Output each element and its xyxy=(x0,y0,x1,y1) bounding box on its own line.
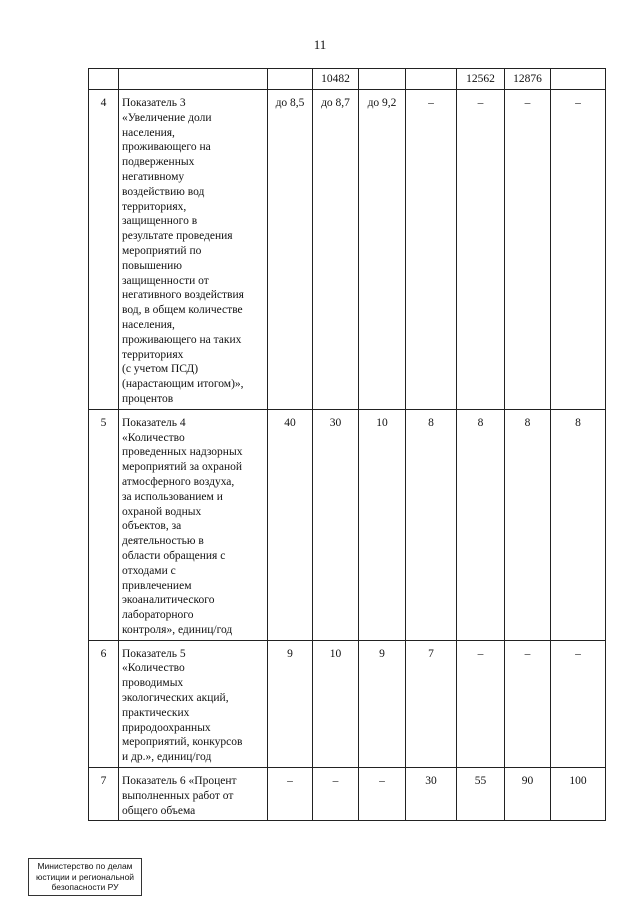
header-cell xyxy=(406,69,457,90)
row-number: 6 xyxy=(89,640,119,767)
description-line: Показатель 6 «Процент xyxy=(122,775,237,788)
description-line: и др.», единиц/год xyxy=(122,751,212,764)
description-line: охраной водных xyxy=(122,505,202,518)
table-body xyxy=(89,69,606,821)
description-line: деятельностью в xyxy=(122,535,204,548)
value-cell: до 9,2 xyxy=(359,90,406,410)
value-cell: 100 xyxy=(551,768,606,821)
row-number: 5 xyxy=(89,409,119,640)
description-line: «Увеличение доли xyxy=(122,111,212,124)
indicator-table xyxy=(88,68,606,821)
table-row xyxy=(89,409,606,640)
value-cell: 9 xyxy=(268,640,313,767)
description-line: проведенных надзорных xyxy=(122,446,243,459)
header-cell xyxy=(268,69,313,90)
value-cell: – xyxy=(505,90,551,410)
indicator-description xyxy=(119,90,268,410)
stamp-line: юстиции и региональной xyxy=(35,871,135,882)
row-number: 7 xyxy=(89,768,119,821)
indicator-description xyxy=(119,640,268,767)
indicator-description xyxy=(119,768,268,821)
value-cell: 10 xyxy=(313,640,359,767)
stamp-text xyxy=(29,861,141,893)
description-line: мероприятий по xyxy=(122,244,202,257)
description-line: проводимых xyxy=(122,677,184,690)
description-line: мероприятий, конкурсов xyxy=(122,736,243,749)
description-line: отходами с xyxy=(122,564,176,577)
description-line: практических xyxy=(122,706,190,719)
table-row xyxy=(89,768,606,821)
description-line: «Количество xyxy=(122,431,185,444)
description-line: за использованием и xyxy=(122,490,223,503)
description-line: воздействию вод xyxy=(122,185,205,198)
indicator-description xyxy=(119,409,268,640)
description-line: атмосферного воздуха, xyxy=(122,475,235,488)
description-line: привлечением xyxy=(122,579,192,592)
value-cell: 8 xyxy=(457,409,505,640)
value-cell: – xyxy=(505,640,551,767)
description-line: вод, в общем количестве xyxy=(122,304,243,317)
value-cell: 7 xyxy=(406,640,457,767)
value-cell: 8 xyxy=(406,409,457,640)
value-cell: 10 xyxy=(359,409,406,640)
description-line: негативному xyxy=(122,170,185,183)
value-cell: – xyxy=(551,90,606,410)
description-line: подверженных xyxy=(122,156,195,169)
description-line: территориях, xyxy=(122,200,187,213)
table-header-row xyxy=(89,69,606,90)
description-line: общего объема xyxy=(122,804,196,817)
value-cell: – xyxy=(313,768,359,821)
description-line: (нарастающим итогом)», xyxy=(122,378,244,391)
description-line: проживающего на таких xyxy=(122,333,242,346)
value-cell: – xyxy=(551,640,606,767)
description-line: повышению xyxy=(122,259,182,272)
description-line: экоаналитического xyxy=(122,594,215,607)
table-row xyxy=(89,90,606,410)
stamp-line: Министерство по делам xyxy=(37,861,133,871)
value-cell: 8 xyxy=(505,409,551,640)
description-line: Показатель 3 xyxy=(122,97,186,109)
description-line: области обращения с xyxy=(122,549,226,562)
value-cell: 30 xyxy=(313,409,359,640)
description-line: контроля», единиц/год xyxy=(122,623,233,636)
value-cell: – xyxy=(406,90,457,410)
header-cell xyxy=(551,69,606,90)
ministry-stamp xyxy=(28,858,142,896)
description-line: процентов xyxy=(122,392,174,405)
stamp-line: безопасности РУ xyxy=(51,882,119,892)
description-line: лабораторного xyxy=(122,609,194,622)
description-line: мероприятий за охраной xyxy=(122,461,243,474)
value-cell: 9 xyxy=(359,640,406,767)
value-cell: 30 xyxy=(406,768,457,821)
description-line: «Количество xyxy=(122,662,185,675)
description-line: (с учетом ПСД) xyxy=(122,363,199,376)
header-cell: 12562 xyxy=(457,69,505,90)
value-cell: до 8,7 xyxy=(313,90,359,410)
page-number: 11 xyxy=(313,37,327,52)
description-line: проживающего на xyxy=(122,141,211,154)
value-cell: до 8,5 xyxy=(268,90,313,410)
value-cell: 40 xyxy=(268,409,313,640)
value-cell: 90 xyxy=(505,768,551,821)
value-cell: 55 xyxy=(457,768,505,821)
description-line: результате проведения xyxy=(122,230,233,243)
header-cell xyxy=(119,69,268,90)
value-cell: – xyxy=(359,768,406,821)
value-cell: 8 xyxy=(551,409,606,640)
header-cell: 10482 xyxy=(313,69,359,90)
description-line: объектов, за xyxy=(122,520,182,533)
description-line: защищенного в xyxy=(122,215,198,228)
description-line: экологических акций, xyxy=(122,692,229,705)
description-line: Показатель 4 xyxy=(122,416,186,429)
description-line: территориях xyxy=(122,348,184,361)
header-cell xyxy=(359,69,406,90)
table-row xyxy=(89,640,606,767)
row-number: 4 xyxy=(89,90,119,410)
description-line: выполненных работ от xyxy=(122,789,234,802)
description-line: защищенности от xyxy=(122,274,209,287)
header-cell xyxy=(89,69,119,90)
value-cell: – xyxy=(457,90,505,410)
description-line: негативного воздействия xyxy=(122,289,244,302)
value-cell: – xyxy=(268,768,313,821)
description-line: природоохранных xyxy=(122,721,211,734)
description-line: населения, xyxy=(122,318,175,331)
description-line: населения, xyxy=(122,126,175,139)
value-cell: – xyxy=(457,640,505,767)
description-line: Показатель 5 xyxy=(122,647,186,660)
header-cell: 12876 xyxy=(505,69,551,90)
